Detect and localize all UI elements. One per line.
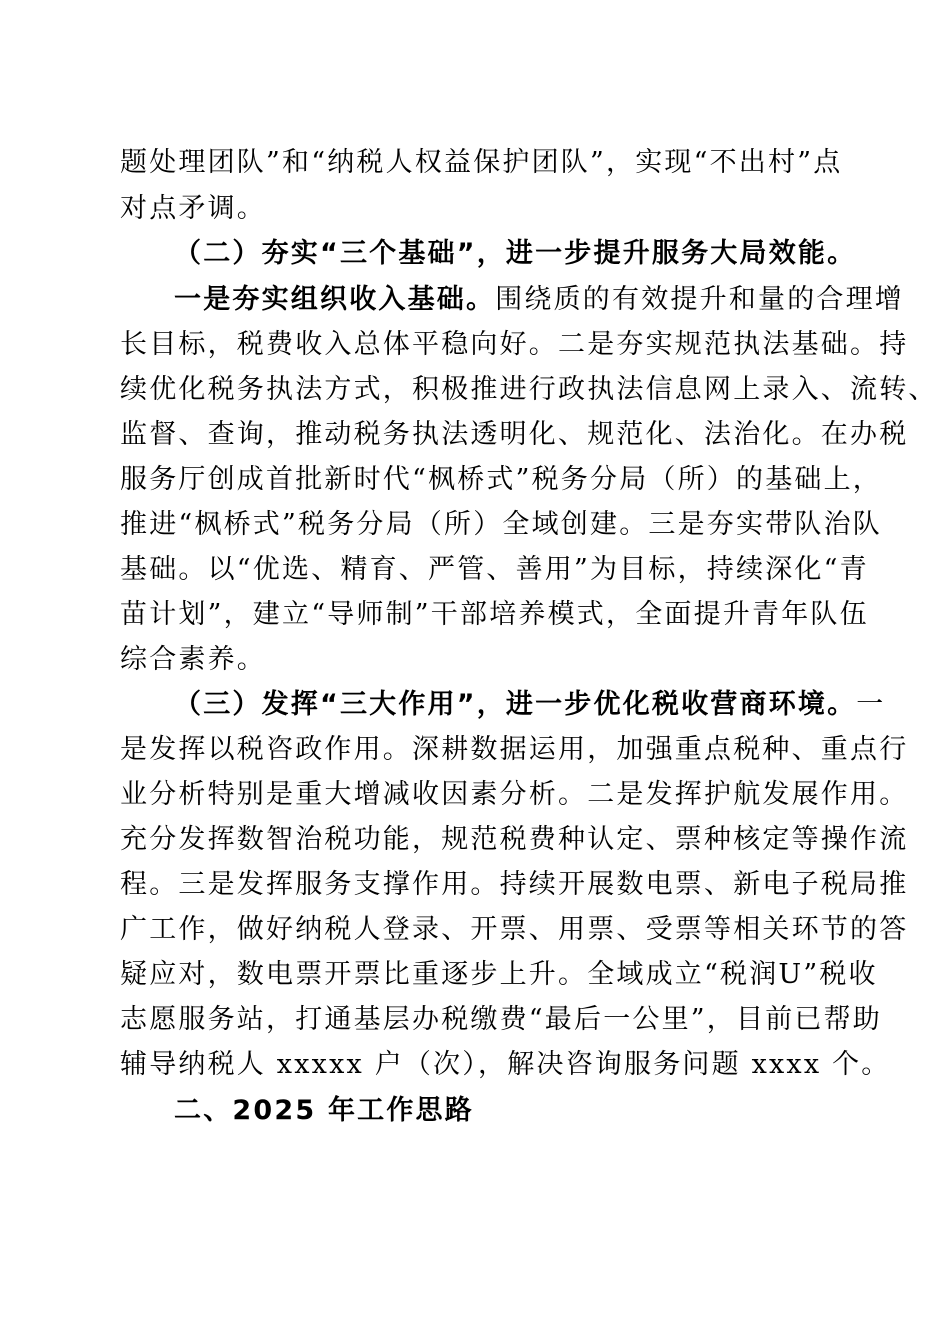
paragraph-text: 围绕质的有效提升和量的合理增 (495, 284, 905, 315)
paragraph-line: 监督、查询，推动税务执法透明化、规范化、法治化。在办税 (120, 419, 909, 450)
paragraph-line: 续优化税务执法方式，积极推进行政执法信息网上录入、流转、 (120, 374, 938, 405)
paragraph-line: 辅导纳税人 xxxxx 户（次），解决咨询服务问题 xxxx 个。 (120, 1049, 891, 1080)
paragraph-line: 疑应对，数电票开票比重逐步上升。全域成立“税润U”税收 (120, 959, 878, 990)
paragraph-text: 一 (856, 689, 886, 720)
paragraph-line: 业分析特别是重大增减收因素分析。二是发挥护航发展作用。 (120, 779, 909, 810)
paragraph-line (174, 283, 904, 317)
paragraph-line (174, 688, 886, 722)
paragraph-line: 服务厅创成首批新时代“枫桥式”税务分局（所）的基础上， (120, 464, 883, 495)
paragraph-line: 综合素养。 (120, 644, 266, 675)
paragraph-line: 题处理团队”和“纳税人权益保护团队”，实现“不出村”点 (120, 147, 843, 178)
paragraph-line: 是发挥以税咨政作用。深耕数据运用，加强重点税种、重点行 (120, 734, 909, 765)
paragraph-line: 对点矛调。 (120, 193, 266, 224)
paragraph-line: 推进“枫桥式”税务分局（所）全域创建。三是夯实带队治队 (120, 509, 883, 540)
paragraph-line: 长目标，税费收入总体平稳向好。二是夯实规范执法基础。持 (120, 329, 909, 360)
paragraph-line: 程。三是发挥服务支撑作用。持续开展数电票、新电子税局推 (120, 869, 909, 900)
paragraph-line: 基础。以“优选、精育、严管、善用”为目标，持续深化“青 (120, 554, 869, 585)
section-heading-3: （三）发挥“三大作用”，进一步优化税收营商环境。 (174, 689, 857, 720)
paragraph-line: 广工作，做好纳税人登录、开票、用票、受票等相关环节的答 (120, 914, 909, 945)
paragraph-line: 充分发挥数智治税功能，规范税费种认定、票种核定等操作流 (120, 824, 909, 855)
section-heading: 二、2025 年工作思路 (174, 1095, 474, 1126)
paragraph-line: 苗计划”，建立“导师制”干部培养模式，全面提升青年队伍 (120, 599, 869, 630)
paragraph-line: 志愿服务站，打通基层办税缴费“最后一公里”，目前已帮助 (120, 1004, 883, 1035)
lead-phrase: 一是夯实组织收入基础。 (174, 284, 496, 315)
section-heading-2: （二）夯实“三个基础”，进一步提升服务大局效能。 (174, 238, 857, 269)
